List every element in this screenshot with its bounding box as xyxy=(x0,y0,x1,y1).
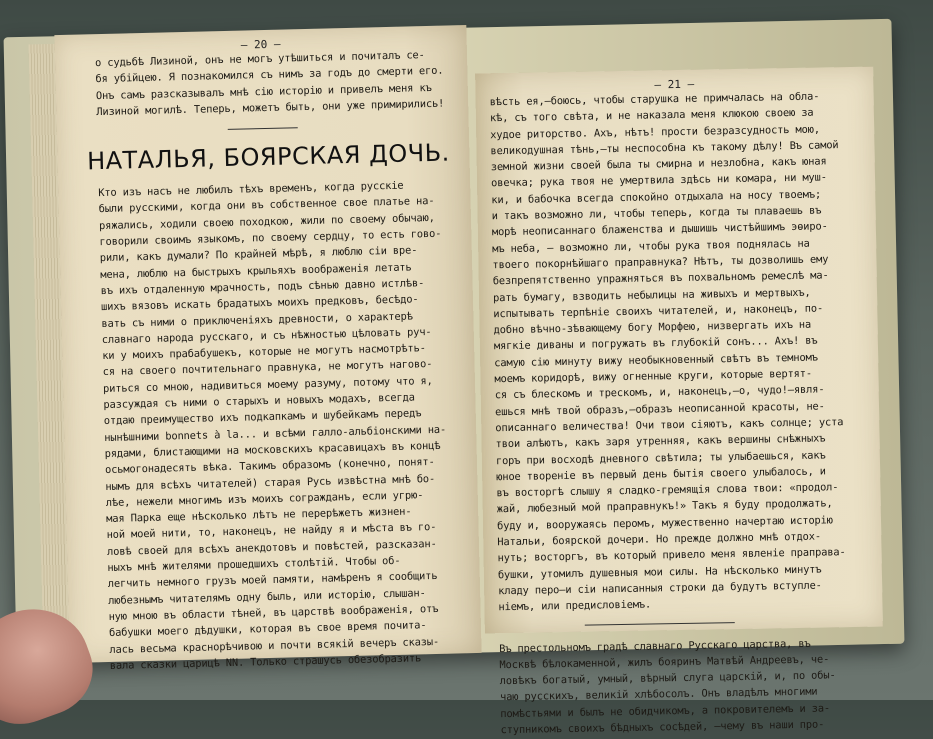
text-line: мъ неба, — возможно ли, чтобы рука твоя поднялась на xyxy=(492,237,810,255)
text-line: и такъ возможно ли, чтобы теперь, когда ты плаваешь въ xyxy=(491,204,822,223)
text-line: бя убійцею. Я познакомился съ нимъ за годъ до смерти его. xyxy=(95,64,444,86)
text-line: лась весьма краснорѣчивою и почти всякій вечеръ сказы- xyxy=(109,635,440,656)
text-line: говорили своимъ языкомъ, по своему сердцу, то есть гово- xyxy=(99,227,442,249)
text-line: описаннаго величества! Очи твои сіяютъ, какъ солнце; уста xyxy=(495,416,844,435)
text-line: кладу перо—и сіи написанныя строки да будутъ вступле- xyxy=(498,579,822,598)
text-line: ловѣкъ богатый, умный, вѣрный слуга царскій, и, по обы- xyxy=(499,669,836,688)
text-line: жай, любезный мой праправнукъ!» Такъ я буду продолжать, xyxy=(496,497,833,516)
text-line: овечка; рука твоя не умертвила здѣсь ни комара, ни муш- xyxy=(490,171,827,190)
text-line: земной жизни своей была ты смирна и незлобна, какъ юная xyxy=(490,155,827,174)
text-line: твои алѣютъ, какъ заря утренняя, какъ вершины снѣжныхъ xyxy=(495,432,826,451)
paragraph-divider xyxy=(585,622,735,626)
text-line: кѣ, съ того свѣта, и не наказала меня клюкою своею за xyxy=(489,106,814,125)
text-line: разсуждая съ ними о старыхъ и новыхъ модахъ, всегда xyxy=(103,391,415,412)
text-line: самую сію минуту вижу необыкновенный свѣтъ въ темномъ xyxy=(494,351,818,369)
text-line: ныхъ мнѣ жителями прошедшихъ столѣтій. Чтобы об- xyxy=(107,554,401,575)
text-line: испытывать терпѣніе своихъ читателей, и, наконецъ, по- xyxy=(493,302,824,321)
text-line: Въ престольномъ градѣ славнаго Русскаго царства, въ xyxy=(499,637,811,655)
text-line: вала сказки царицѣ NN. Только страшусь обезобразить xyxy=(109,652,422,672)
text-line: любезнымъ читателямъ одну быль, или исторію, слышан- xyxy=(108,586,426,607)
text-line: худое риторство. Ахъ, нѣтъ! прости безразсудность мою, xyxy=(490,123,820,141)
text-line: мена, люблю на быстрыхъ крыльяхъ воображенія летать xyxy=(100,261,412,281)
text-line: нынѣшними bonnets à la... и всѣми галло-альбіонскими на- xyxy=(104,423,447,444)
text-line: морѣ неописаннаго блаженства и дышишь чистѣйшимъ эѳиро- xyxy=(491,220,828,239)
text-line: вать съ ними о приключеніяхъ древности, о характерѣ xyxy=(101,310,413,330)
left-body-text xyxy=(58,176,482,675)
chapter-title: НАТАЛЬЯ, БОЯРСКАЯ ДОЧЬ. xyxy=(86,138,451,176)
text-line: были русскими, когда они въ собственное свое платье на- xyxy=(98,195,435,216)
text-line: мая Парка еще нѣсколько лѣтъ не перерѣжетъ жизнен- xyxy=(106,505,412,526)
text-line: великодушная тѣнь,—ты неспособна къ такому дѣлу! Въ самой xyxy=(490,139,839,158)
text-line: безпрепятственно упражняться въ похвальномъ ремеслѣ ма- xyxy=(492,269,829,288)
text-line: нымъ для всѣхъ читателей) старая Русь извѣстна мнѣ бо- xyxy=(105,472,436,493)
text-line: ряжались, ходили своею походкою, жили по своему обычаю, xyxy=(98,211,435,232)
text-line: ешься мнѣ твой образъ,—образъ неописанной красоты, не- xyxy=(494,400,825,418)
text-line: осьмогонадесять вѣка. Такимъ образомъ (конечно, понят- xyxy=(104,456,435,477)
text-line: ся съ блескомъ и трескомъ, и, наконецъ,—о, чудо!—явля- xyxy=(494,383,825,402)
text-line: ловѣ своей для всѣхъ анекдотовъ и повѣстей, разсказан- xyxy=(106,537,437,558)
text-line: помѣстьями и былъ не обидчикомъ, а покровителемъ и за- xyxy=(500,702,831,720)
text-line: риться со мною, надивиться моему разуму, потому что я, xyxy=(102,374,433,395)
text-line: Кто изъ насъ не любилъ тѣхъ временъ, когда русскіе xyxy=(98,179,404,200)
text-line: ніемъ, или предисловіемъ. xyxy=(498,598,652,614)
left-page-number: — 20 — xyxy=(240,37,281,52)
right-body-text xyxy=(476,88,883,616)
text-line: горъ при восходѣ дневного свѣтила; ты улыбаешься, какъ xyxy=(495,448,826,467)
text-line: Лизиной могилѣ. Теперь, можетъ быть, они уже примирились! xyxy=(96,97,445,119)
text-line: въ ихъ отдаленную мрачность, подъ сѣнью давно истлѣв- xyxy=(100,277,425,298)
text-line: бушки, утомилъ душевныя мои силы. На нѣсколько минутъ xyxy=(497,563,822,581)
left-intro-text xyxy=(55,46,468,121)
text-line: ки у моихъ прабабушекъ, которые не могутъ насмотрѣть- xyxy=(102,342,426,363)
text-line: ную мною въ области тѣней, въ царствѣ воображенія, отъ xyxy=(108,602,439,623)
text-line: юное твореніе въ первый день бытія своего улыбалось, и xyxy=(496,465,826,484)
text-line: шихъ вязовъ искать брадатыхъ моихъ предковъ, бесѣдо- xyxy=(100,293,419,314)
text-line: мягкіе диваны и погружать въ глубокій сонъ... Ахъ! въ xyxy=(493,335,818,353)
text-line: добно вѣчно-зѣвающему богу Морфею, низвергать ихъ на xyxy=(493,318,812,337)
text-line: отдаю преимущество ихъ подкапкамъ и шубейкамъ передъ xyxy=(103,407,422,428)
text-line: твоего покорнѣйшаго праправнука? Нѣтъ, ты дозволишь ему xyxy=(492,253,829,272)
text-line: Онъ самъ разсказывалъ мнѣ сію исторію и привелъ меня къ xyxy=(95,81,432,102)
text-line: ся на своего почтительнаго правнука, не могутъ нагово- xyxy=(102,358,433,379)
section-divider xyxy=(228,127,298,130)
text-line: лѣе, нежели многимъ изъ моихъ согражданъ, если угрю- xyxy=(105,489,424,509)
text-line: Натальи, боярской дочери. Но прежде должно мнѣ отдох- xyxy=(497,530,821,549)
text-line: ки, и бабочка всегда спокойно отдыхала на носу твоемъ; xyxy=(491,188,822,207)
text-line: рать бумагу, взводить небылицы на живыхъ и мертвыхъ, xyxy=(492,286,811,304)
text-line: Москвѣ бѣлокаменной, жилъ бояринъ Матвѣй Андреевъ, че- xyxy=(499,653,830,671)
text-line: рядами, блистающими на московскихъ красавицахъ въ концѣ xyxy=(104,439,441,460)
text-line: рили, какъ думали? По крайней мѣрѣ, я люблю сіи вре- xyxy=(99,244,418,265)
text-line: моемъ коридорѣ, вижу огненные круги, которые вертят- xyxy=(494,367,813,386)
text-line: бабушки моего дѣдушки, которая въ свое время почита- xyxy=(108,619,427,640)
left-page xyxy=(54,25,481,672)
text-line: ступникомъ своихъ бѣдныхъ сосѣдей, —чему въ наши про- xyxy=(500,718,825,737)
text-line: легчить немного грузъ моей памяти, намѣренъ я сообщить xyxy=(107,570,438,591)
text-line: о судьбѣ Лизиной, онъ не могъ утѣшиться и почиталъ се- xyxy=(94,49,425,70)
text-line: чаю русскихъ, великій хлѣбосолъ. Онъ владѣлъ многими xyxy=(499,686,818,704)
text-line: вѣсть ея,—боюсь, чтобы старушка не примчалась на обла- xyxy=(489,90,820,109)
text-line: буду и, вооружаясь перомъ, мужественно начертаю исторію xyxy=(496,514,833,532)
text-line: нуть; восторгъ, въ который привело меня явленіе праправа- xyxy=(497,546,846,565)
text-line: ной моей нити, то, наконецъ, не найду я и мѣста въ го- xyxy=(106,521,437,542)
right-body2-text xyxy=(485,634,885,739)
text-line: славнаго народа русскаго, и съ нѣжностью цѣловать руч- xyxy=(101,325,432,346)
text-line: въ восторгѣ слышу я сладко-гремящія слова твои: «продол- xyxy=(496,481,839,500)
right-page xyxy=(475,67,883,737)
right-page-number: — 21 — xyxy=(654,77,695,92)
